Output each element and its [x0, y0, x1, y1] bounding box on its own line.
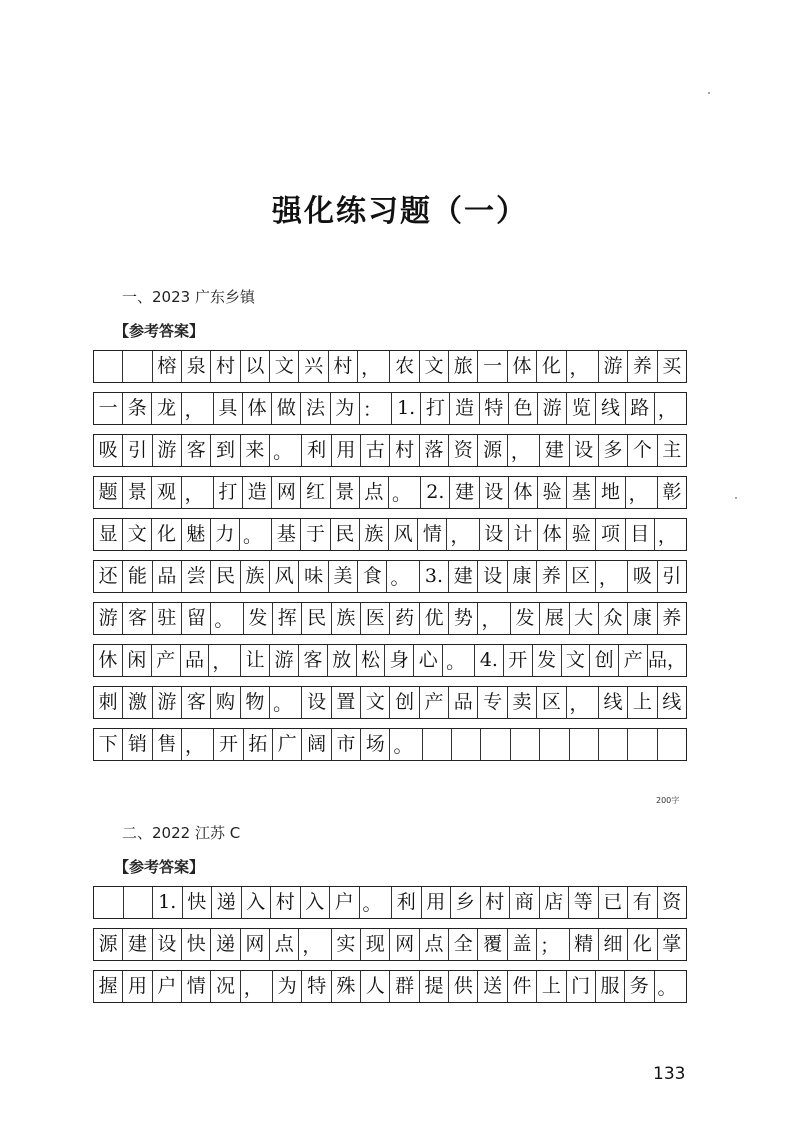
grid-row	[93, 928, 687, 961]
grid-cell: 刺	[94, 687, 123, 718]
grid-cell: 专	[478, 687, 507, 718]
grid-cell: 红	[301, 477, 330, 508]
grid-cell: 造	[450, 393, 479, 424]
grid-cell: 。	[270, 687, 302, 718]
answer-grid-2	[93, 886, 687, 1012]
grid-cell: 客	[182, 687, 211, 718]
grid-cell: 文	[562, 645, 591, 676]
grid-cell: 上	[537, 971, 566, 1002]
grid-cell: 1.	[392, 393, 421, 424]
grid-cell: 游	[153, 435, 182, 466]
grid-cell: 心	[414, 645, 443, 676]
grid-cell: 文	[270, 351, 299, 382]
grid-cell: 化	[628, 929, 657, 960]
grid-row	[93, 518, 687, 551]
grid-cell: 地	[596, 477, 625, 508]
grid-cell: 网	[390, 929, 419, 960]
grid-cell	[123, 351, 152, 382]
grid-cell: 力	[211, 519, 240, 550]
grid-cell: 村	[481, 887, 511, 918]
grid-cell: 留	[182, 603, 211, 634]
grid-cell: 创	[590, 645, 619, 676]
page-title: 强化练习题（一）	[272, 194, 528, 229]
grid-cell: 乡	[451, 887, 481, 918]
grid-cell: 人	[361, 971, 390, 1002]
grid-cell: 到	[211, 435, 240, 466]
grid-cell: 尝	[182, 561, 211, 592]
grid-cell: 殊	[332, 971, 361, 1002]
grid-cell: 还	[94, 561, 123, 592]
grid-cell: 族	[241, 561, 270, 592]
grid-cell: 吸	[94, 435, 123, 466]
grid-row	[93, 434, 687, 467]
grid-cell: 客	[299, 645, 328, 676]
grid-cell: 资	[449, 435, 478, 466]
grid-cell: 拓	[244, 729, 273, 760]
grid-cell: 优	[420, 603, 449, 634]
grid-cell: 2.	[421, 477, 450, 508]
grid-cell: 。	[390, 729, 422, 760]
grid-cell: 美	[329, 561, 358, 592]
grid-cell: 精	[570, 929, 599, 960]
grid-cell: 设	[302, 687, 331, 718]
grid-cell: 建	[450, 477, 479, 508]
grid-cell: 法	[301, 393, 330, 424]
grid-cell: 众	[599, 603, 628, 634]
grid-cell: 资	[662, 891, 682, 913]
grid-cell: 览	[567, 393, 596, 424]
grid-cell: 民	[302, 603, 331, 634]
grid-cell: 置	[332, 687, 361, 718]
grid-cell: 医	[361, 603, 390, 634]
grid-cell: ，	[182, 729, 214, 760]
grid-cell: 售	[153, 729, 182, 760]
grid-cell: 递	[212, 887, 242, 918]
grid-cell: 游	[153, 687, 182, 718]
grid-row	[93, 644, 687, 677]
grid-cell: 为	[273, 971, 302, 1002]
grid-cell: 群	[390, 971, 419, 1002]
grid-cell: 旅	[449, 351, 478, 382]
grid-cell: ，	[567, 351, 599, 382]
grid-cell: 场	[361, 729, 390, 760]
grid-cell: 客	[182, 435, 211, 466]
grid-cell: 景	[331, 477, 360, 508]
grid-cell: 户	[330, 887, 360, 918]
grid-cell: 设	[480, 519, 509, 550]
grid-cell: 闲	[123, 645, 152, 676]
grid-cell: 递	[211, 929, 240, 960]
grid-cell: 势	[449, 603, 478, 634]
grid-cell: 销	[123, 729, 152, 760]
grid-cell: 大	[570, 603, 599, 634]
grid-cell: ，	[447, 519, 479, 550]
grid-cell: 用	[422, 887, 452, 918]
grid-cell: 情	[418, 519, 447, 550]
grid-cell: 游	[270, 645, 299, 676]
grid-cell: 村	[329, 351, 358, 382]
grid-cell: 用	[123, 971, 152, 1002]
grid-cell: 色	[509, 393, 538, 424]
grid-cell: 全	[449, 929, 478, 960]
grid-cell: 。	[360, 887, 393, 918]
grid-cell: 区	[567, 561, 596, 592]
grid-cell: 下	[94, 729, 123, 760]
grid-cell: 来	[241, 435, 270, 466]
grid-cell: ，	[567, 687, 599, 718]
grid-cell: ，	[182, 393, 214, 424]
grid-cell: 发	[511, 603, 540, 634]
grid-cell: 泉	[182, 351, 211, 382]
grid-row	[93, 476, 687, 509]
grid-cell	[452, 729, 481, 760]
grid-cell: 养	[537, 561, 566, 592]
grid-row	[93, 560, 687, 593]
grid-cell: 项	[596, 519, 625, 550]
grid-cell: 上	[628, 687, 657, 718]
grid-cell: ，	[358, 351, 390, 382]
grid-cell	[94, 887, 124, 918]
grid-cell: ，	[657, 525, 677, 547]
grid-cell: 。	[387, 561, 419, 592]
grid-cell: 打	[214, 477, 243, 508]
grid-cell: 文	[123, 519, 152, 550]
grid-cell: 产	[420, 687, 449, 718]
grid-cell: 创	[390, 687, 419, 718]
grid-cell: 源	[94, 929, 123, 960]
grid-cell: 村	[211, 351, 240, 382]
grid-cell: 松	[357, 645, 386, 676]
grid-cell: 1.	[153, 887, 183, 918]
grid-cell: 3.	[420, 561, 449, 592]
grid-cell: 。	[443, 645, 475, 676]
grid-cell: 细	[599, 929, 628, 960]
grid-cell: 设	[570, 435, 599, 466]
grid-cell: 建	[449, 561, 478, 592]
grid-cell: 利	[302, 435, 331, 466]
grid-cell: 康	[628, 603, 657, 634]
grid-cell: 。	[240, 519, 272, 550]
grid-cell: 特	[480, 393, 509, 424]
grid-cell: 设	[480, 477, 509, 508]
grid-cell: 快	[182, 929, 211, 960]
grid-cell: 引	[662, 565, 682, 587]
grid-cell: 展	[540, 603, 569, 634]
grid-cell: 魅	[182, 519, 211, 550]
grid-cell: 阔	[302, 729, 331, 760]
grid-row	[93, 728, 687, 761]
grid-cell: 客	[123, 603, 152, 634]
grid-cell: 目	[626, 519, 655, 550]
grid-cell	[570, 729, 599, 760]
grid-cell: 入	[301, 887, 331, 918]
grid-cell: 等	[569, 887, 599, 918]
grid-cell: 物	[241, 687, 270, 718]
grid-row	[93, 392, 687, 425]
grid-cell: 题	[94, 477, 123, 508]
grid-cell: 商	[510, 887, 540, 918]
grid-cell: 开	[214, 729, 243, 760]
grid-cell: 驻	[153, 603, 182, 634]
grid-cell: 况	[211, 971, 240, 1002]
grid-cell: 造	[243, 477, 272, 508]
grid-cell: 兴	[299, 351, 328, 382]
grid-cell: ，	[657, 399, 677, 421]
grid-cell: 广	[273, 729, 302, 760]
grid-cell: 榕	[153, 351, 182, 382]
grid-cell: 游	[538, 393, 567, 424]
grid-cell: 务	[625, 971, 654, 1002]
grid-cell: 引	[123, 435, 152, 466]
grid-cell: 用	[332, 435, 361, 466]
page-number: 133	[653, 1064, 686, 1084]
grid-cell: 养	[628, 351, 657, 382]
grid-cell: 握	[94, 971, 123, 1002]
grid-cell: 品，	[648, 649, 687, 671]
grid-row	[93, 886, 687, 919]
grid-cell: 能	[123, 561, 152, 592]
grid-cell: ，	[241, 971, 273, 1002]
word-count-note: 200字	[656, 796, 680, 805]
grid-cell: 验	[567, 519, 596, 550]
grid-cell: 。	[389, 477, 421, 508]
answer-label-1: 【参考答案】	[114, 322, 205, 340]
grid-cell: 服	[596, 971, 625, 1002]
grid-cell: 民	[211, 561, 240, 592]
grid-cell: 身	[385, 645, 414, 676]
grid-cell: 线	[662, 691, 682, 713]
grid-cell: 体	[509, 477, 538, 508]
answer-label-2: 【参考答案】	[114, 858, 205, 876]
grid-cell: 食	[358, 561, 387, 592]
grid-cell: 落	[420, 435, 449, 466]
grid-cell: 于	[301, 519, 330, 550]
grid-cell: 店	[540, 887, 570, 918]
grid-cell: 已	[599, 887, 629, 918]
grid-cell: 计	[509, 519, 538, 550]
grid-cell: 激	[123, 687, 152, 718]
grid-cell: 源	[478, 435, 507, 466]
grid-cell: 网	[272, 477, 301, 508]
grid-cell: 主	[662, 439, 682, 461]
grid-cell	[124, 887, 154, 918]
grid-cell: 户	[153, 971, 182, 1002]
grid-cell: 景	[123, 477, 152, 508]
grid-cell	[94, 351, 123, 382]
grid-cell: 基	[272, 519, 301, 550]
grid-cell: 品	[181, 645, 210, 676]
grid-cell: ，	[478, 603, 510, 634]
scan-speck	[735, 497, 737, 499]
grid-cell: ，	[182, 477, 214, 508]
grid-cell: 产	[619, 645, 648, 676]
grid-cell	[481, 729, 510, 760]
grid-cell: 养	[662, 607, 682, 629]
grid-cell: 风	[389, 519, 418, 550]
grid-cell: 化	[537, 351, 566, 382]
grid-cell: 供	[449, 971, 478, 1002]
grid-cell: 提	[420, 971, 449, 1002]
grid-cell: 发	[244, 603, 273, 634]
grid-cell: 点	[360, 477, 389, 508]
grid-cell: 一	[478, 351, 507, 382]
grid-cell: 路	[626, 393, 655, 424]
grid-cell: 显	[94, 519, 123, 550]
grid-cell: 开	[504, 645, 533, 676]
grid-cell: 族	[360, 519, 389, 550]
grid-cell: 多	[599, 435, 628, 466]
grid-cell: 入	[242, 887, 272, 918]
grid-cell: 族	[332, 603, 361, 634]
grid-cell: 盖	[508, 929, 537, 960]
grid-cell: 现	[361, 929, 390, 960]
grid-cell: 打	[421, 393, 450, 424]
grid-cell: 村	[390, 435, 419, 466]
answer-grid-1	[93, 350, 687, 770]
scan-speck	[708, 92, 710, 94]
grid-cell: 。	[270, 435, 302, 466]
grid-cell: 体	[538, 519, 567, 550]
grid-cell: 买	[662, 355, 682, 377]
grid-cell: 送	[478, 971, 507, 1002]
grid-cell: 线	[596, 393, 625, 424]
grid-cell: 点	[270, 929, 299, 960]
grid-cell: 具	[214, 393, 243, 424]
grid-cell: 建	[540, 435, 569, 466]
grid-cell: 品	[153, 561, 182, 592]
grid-cell: ，	[508, 435, 540, 466]
grid-cell: 实	[332, 929, 361, 960]
section-heading-1: 一、2023 广东乡镇	[122, 288, 255, 306]
grid-cell: 以	[241, 351, 270, 382]
grid-cell: 验	[538, 477, 567, 508]
grid-cell: 文	[420, 351, 449, 382]
grid-cell: 基	[567, 477, 596, 508]
grid-cell: 个	[628, 435, 657, 466]
grid-cell: ，	[299, 929, 331, 960]
grid-cell: 建	[123, 929, 152, 960]
grid-cell: 康	[508, 561, 537, 592]
grid-cell: ；	[537, 929, 569, 960]
grid-cell: 游	[599, 351, 628, 382]
grid-cell: 。	[211, 603, 243, 634]
grid-cell: 村	[271, 887, 301, 918]
grid-cell: 挥	[273, 603, 302, 634]
grid-cell: 化	[152, 519, 181, 550]
grid-cell: 。	[657, 977, 677, 999]
grid-cell	[423, 729, 452, 760]
grid-cell: 购	[211, 687, 240, 718]
grid-cell: 古	[361, 435, 390, 466]
grid-cell: 观	[152, 477, 181, 508]
grid-cell: 彰	[662, 481, 682, 503]
grid-cell: 做	[272, 393, 301, 424]
grid-cell: 网	[241, 929, 270, 960]
grid-cell: ，	[596, 561, 628, 592]
grid-cell: 市	[332, 729, 361, 760]
grid-cell	[658, 729, 686, 760]
grid-cell: 门	[567, 971, 596, 1002]
grid-cell: ，	[626, 477, 658, 508]
grid-cell: 农	[390, 351, 419, 382]
grid-cell: ：	[360, 393, 392, 424]
grid-cell: 有	[628, 887, 658, 918]
grid-cell: 产	[152, 645, 181, 676]
grid-cell: 体	[508, 351, 537, 382]
grid-cell: 民	[331, 519, 360, 550]
grid-cell: 风	[270, 561, 299, 592]
grid-row	[93, 350, 687, 383]
grid-cell: 让	[241, 645, 270, 676]
grid-cell: 特	[302, 971, 331, 1002]
grid-cell: 休	[94, 645, 123, 676]
grid-cell: 品	[449, 687, 478, 718]
grid-cell: 放	[328, 645, 357, 676]
section-heading-2: 二、2022 江苏 C	[122, 824, 241, 842]
grid-cell: 吸	[628, 561, 657, 592]
grid-cell: 覆	[478, 929, 507, 960]
grid-cell: 条	[123, 393, 152, 424]
grid-cell: 体	[243, 393, 272, 424]
grid-cell: 件	[508, 971, 537, 1002]
grid-cell	[628, 729, 657, 760]
grid-cell: 卖	[508, 687, 537, 718]
grid-cell: 点	[420, 929, 449, 960]
grid-cell: 区	[537, 687, 566, 718]
grid-cell: 药	[390, 603, 419, 634]
grid-cell: 快	[183, 887, 213, 918]
grid-cell: 设	[478, 561, 507, 592]
grid-cell: 线	[599, 687, 628, 718]
grid-row	[93, 602, 687, 635]
grid-row	[93, 686, 687, 719]
grid-cell	[511, 729, 540, 760]
grid-row	[93, 970, 687, 1003]
grid-cell: 掌	[662, 933, 682, 955]
grid-cell: 发	[533, 645, 562, 676]
grid-cell: 为	[331, 393, 360, 424]
grid-cell	[599, 729, 628, 760]
grid-cell: 一	[94, 393, 123, 424]
grid-cell	[540, 729, 569, 760]
grid-cell: ，	[209, 645, 241, 676]
grid-cell: 情	[182, 971, 211, 1002]
grid-cell: 4.	[475, 645, 504, 676]
grid-cell: 设	[153, 929, 182, 960]
grid-cell: 龙	[152, 393, 181, 424]
grid-cell: 游	[94, 603, 123, 634]
grid-cell: 利	[392, 887, 422, 918]
grid-cell: 味	[299, 561, 328, 592]
grid-cell: 文	[361, 687, 390, 718]
